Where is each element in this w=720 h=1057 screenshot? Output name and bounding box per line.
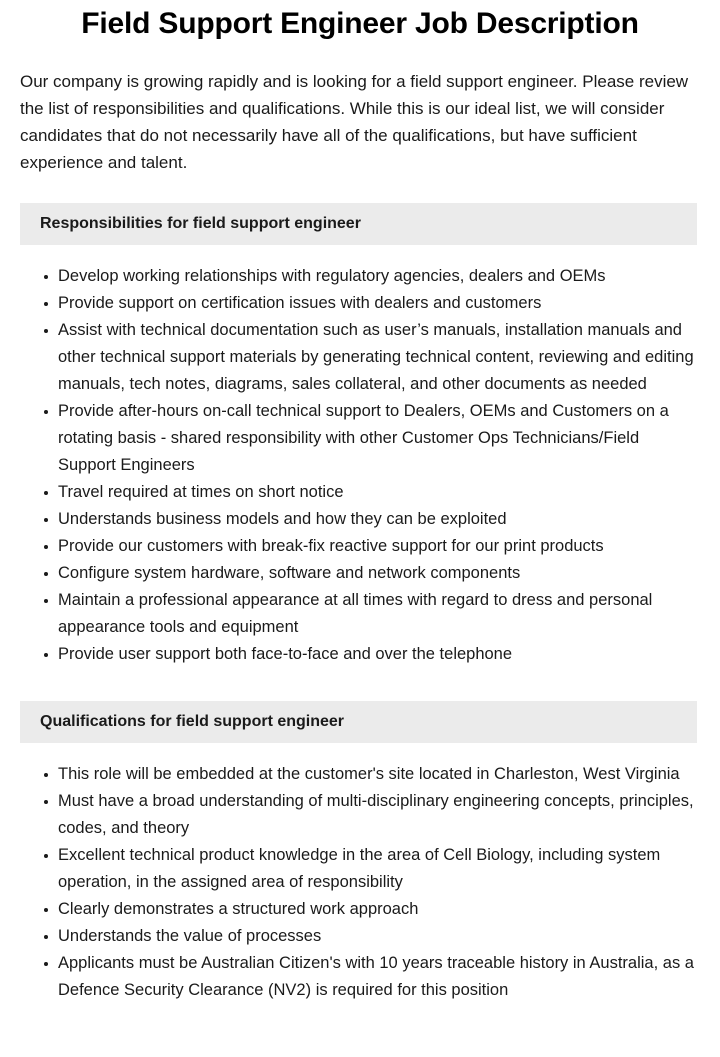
section-responsibilities [0, 203, 720, 674]
list-item: Excellent technical product knowledge in the area of Cell Biology, including system operation, in the assigned area of responsibility [58, 842, 697, 896]
page-title: Field Support Engineer Job Description [81, 7, 639, 40]
list-item: Provide support on certification issues with dealers and customers [58, 290, 697, 317]
list-item: Maintain a professional appearance at all times with regard to dress and personal appearance tools and equipment [58, 587, 697, 641]
intro-paragraph: Our company is growing rapidly and is looking for a field support engineer. Please review the list of responsibilities and qualifications. While this is our ideal list, we will consider candidates that do not necessarily have all of the qualifications, but have sufficient experience and talent. [20, 72, 689, 172]
section-header-responsibilities: Responsibilities for field support engineer [20, 203, 697, 245]
list-item: Provide after-hours on-call technical support to Dealers, OEMs and Customers on a rotating basis - shared responsibility with other Customer Ops Technicians/Field Support Engineers [58, 398, 697, 479]
list-item: Understands the value of processes [58, 923, 697, 950]
list-item: Must have a broad understanding of multi-disciplinary engineering concepts, principles, codes, and theory [58, 788, 697, 842]
responsibilities-list [0, 245, 720, 674]
list-item: Applicants must be Australian Citizen's with 10 years traceable history in Australia, as a Defence Security Clearance (NV2) is required for this position [58, 950, 697, 1004]
list-item: Develop working relationships with regulatory agencies, dealers and OEMs [58, 263, 697, 290]
list-item: This role will be embedded at the customer's site located in Charleston, West Virginia [58, 761, 697, 788]
list-item: Provide user support both face-to-face and over the telephone [58, 641, 697, 668]
section-header-qualifications: Qualifications for field support engineer [20, 701, 697, 743]
section-qualifications [0, 701, 720, 1024]
list-item: Configure system hardware, software and network components [58, 560, 697, 587]
list-item: Understands business models and how they can be exploited [58, 506, 697, 533]
list-item: Provide our customers with break-fix reactive support for our print products [58, 533, 697, 560]
list-item: Travel required at times on short notice [58, 479, 697, 506]
qualifications-list [0, 743, 720, 1024]
list-item: Assist with technical documentation such as user’s manuals, installation manuals and other technical support materials by generating technical content, reviewing and editing manuals, tech notes, diagrams, sales collateral, and other documents as needed [58, 317, 697, 398]
list-item: Clearly demonstrates a structured work approach [58, 896, 697, 923]
